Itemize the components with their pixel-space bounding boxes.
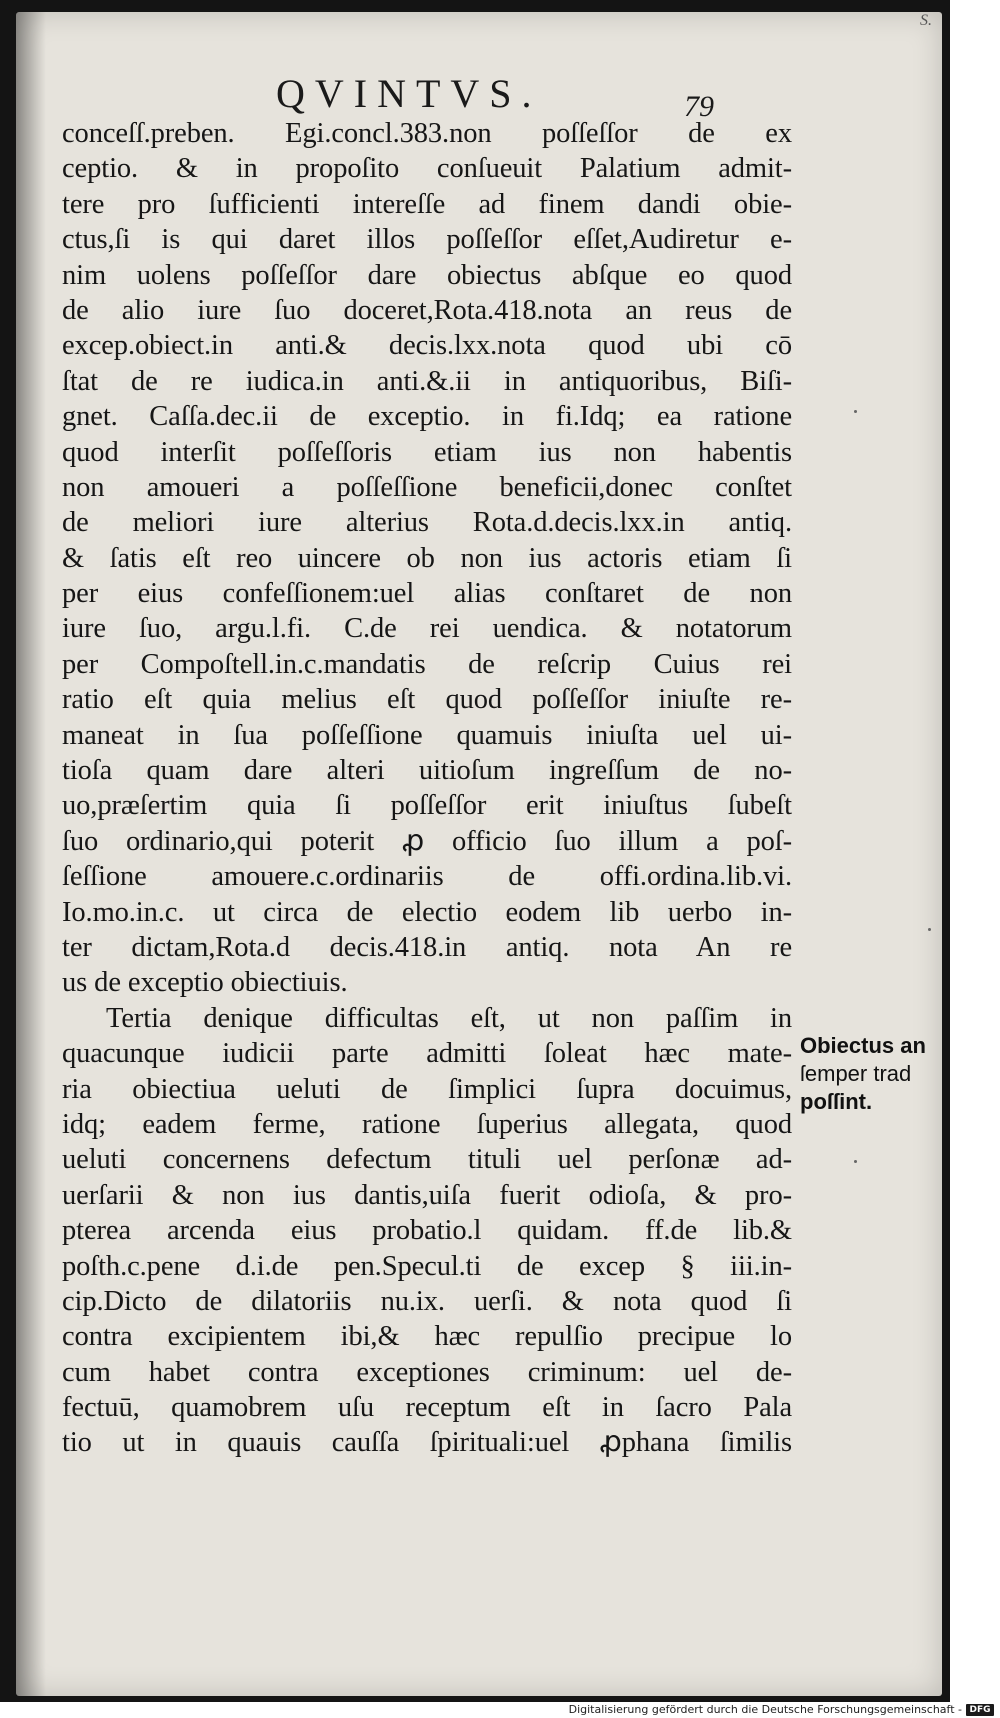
text-line: ſtat de re iudica.in anti.&.ii in antiquoribus, Biſi- — [62, 365, 792, 397]
text-line: ria obiectiua ueluti de ſimplici ſupra docuimus, — [62, 1073, 792, 1105]
text-line: idq; eadem ferme, ratione ſuperius allegata, quod — [62, 1108, 792, 1140]
footer-bar — [0, 1702, 1000, 1718]
text-line: ſeſſione amouere.c.ordinariis de offi.ordina.lib.vi. — [62, 861, 792, 893]
text-line: cip.Dicto de dilatoriis nu.ix. uerſi. & nota quod ſi — [62, 1285, 792, 1317]
ink-speck — [854, 1160, 857, 1163]
text-line: contra excipientem ibi,& hæc repulſio precipue lo — [62, 1321, 792, 1353]
running-head: QVINTVS. — [276, 71, 542, 116]
body-text — [62, 116, 792, 1461]
text-line: quacunque iudicii parte admitti ſoleat hæc mate- — [62, 1038, 792, 1070]
book-page — [16, 12, 942, 1696]
text-line: poſth.c.pene d.i.de pen.Specul.ti de excep § iii.in- — [62, 1250, 792, 1282]
text-line: tioſa quam dare alteri uitioſum ingreſſum de no- — [62, 755, 792, 787]
text-line: de meliori iure alterius Rota.d.decis.lxx.in antiq. — [62, 507, 792, 539]
page-gutter-shadow — [16, 12, 46, 1696]
text-line: tio ut in quauis cauſſa ſpirituali:uel ꝓphana ſimilis — [62, 1427, 792, 1459]
text-line: uerſarii & non ius dantis,uiſa fuerit odioſa, & pro- — [62, 1179, 792, 1211]
text-line: ceptio. & in propoſito conſueuit Palatium admit- — [62, 153, 792, 185]
text-line: iure ſuo, argu.l.fi. C.de rei uendica. & notatorum — [62, 613, 792, 645]
text-line: non amoueri a poſſeſſione beneficii,donec conſtet — [62, 471, 792, 503]
text-line: excep.obiect.in anti.& decis.lxx.nota quod ubi cō — [62, 330, 792, 362]
text-line: per Compoſtell.in.c.mandatis de reſcrip Cuius rei — [62, 648, 792, 680]
text-line: Tertia denique difficultas eſt, ut non paſſim in — [106, 1002, 792, 1034]
ink-speck — [854, 410, 857, 413]
ink-speck — [928, 928, 931, 931]
text-line: & ſatis eſt reo uincere ob non ius actoris etiam ſi — [62, 542, 792, 574]
text-line: fectuū, quamobrem uſu receptum eſt in ſacro Pala — [62, 1392, 792, 1424]
dfg-logo: DFG — [966, 1704, 994, 1716]
text-line: ſuo ordinario,qui poterit ꝓ officio ſuo illum a poſ- — [62, 825, 792, 857]
text-line: uo,præſertim quia ſi poſſeſſor erit iniuſtus ſubeſt — [62, 790, 792, 822]
marginal-note — [800, 1032, 952, 1116]
marginal-note-line: poſſint. — [800, 1089, 873, 1114]
text-line: ratio eſt quia melius eſt quod poſſeſſor iniuſte re- — [62, 684, 792, 716]
text-line: per eius confeſſionem:uel alias conſtaret de non — [62, 578, 792, 610]
text-line: ter dictam,Rota.d decis.418.in antiq. nota An re — [62, 931, 792, 963]
text-line: ctus,ſi is qui daret illos poſſeſſor eſſet,Audiretur e- — [62, 224, 792, 256]
text-line: cum habet contra exceptiones criminum: uel de- — [62, 1356, 792, 1388]
marginal-note-line: Obiectus an — [800, 1033, 926, 1058]
text-line: quod interſit poſſeſſoris etiam ius non habentis — [62, 436, 792, 468]
funding-credit: Digitalisierung gefördert durch die Deutsche Forschungsgemeinschaft - — [568, 1703, 962, 1716]
text-line: de alio iure ſuo doceret,Rota.418.nota an reus de — [62, 294, 792, 326]
text-line: maneat in ſua poſſeſſione quamuis iniuſta uel ui- — [62, 719, 792, 751]
text-line: nim uolens poſſeſſor dare obiectus abſque eo quod — [62, 259, 792, 291]
text-line: ueluti concernens defectum tituli uel perſonæ ad- — [62, 1144, 792, 1176]
text-line: conceſſ.preben. Egi.concl.383.non poſſeſſor de ex — [62, 118, 792, 149]
corner-mark: S. — [920, 12, 932, 29]
text-line: gnet. Caſſa.dec.ii de exceptio. in fi.Idq; ea ratione — [62, 401, 792, 433]
text-line: tere pro ſufficienti intereſſe ad finem dandi obie- — [62, 188, 792, 220]
text-line: Io.mo.in.c. ut circa de electio eodem lib uerbo in- — [62, 896, 792, 928]
page-number: 79 — [684, 90, 714, 123]
marginal-note-line: ſemper trad — [800, 1061, 912, 1086]
text-line: pterea arcenda eius probatio.l quidam. ff.de lib.& — [62, 1215, 792, 1247]
text-line: us de exceptio obiectiuis. — [62, 967, 348, 999]
